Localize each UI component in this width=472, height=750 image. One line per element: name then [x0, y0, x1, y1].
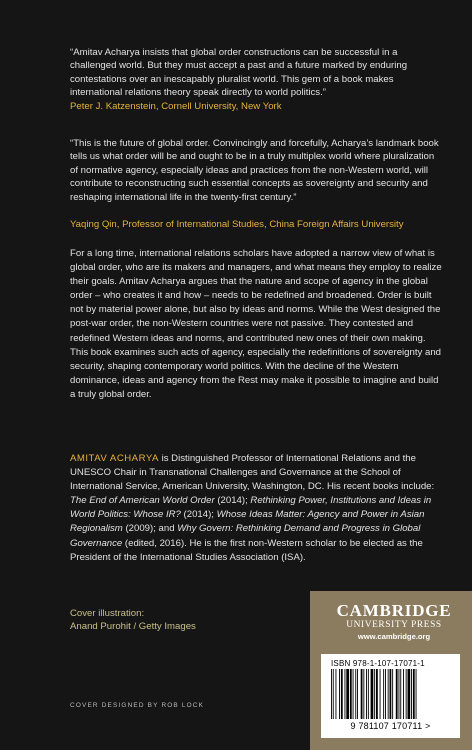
endorser-name: Yaqing Qin — [70, 219, 117, 230]
cover-illustration-credit — [70, 607, 196, 634]
barcode-bar — [361, 669, 363, 719]
book-description: For a long time, international relations scholars have adopted a narrow view of what is global order, who are its makers and managers, and what means they employ to realize their goals. Amitav Acharya argues that the nature and scope of agency in the global order – who creates it and how – needs to be redefined and broadened. Order is built not by material power alone, but also by ideas and norms. While the West designed the post-war order, the non-Western countries were not passive. They contested and redefined Western ideas and norms, and contributed new ones of their own making. This book examines such acts of agency, especially the redefinitions of sovereignty and security, shaping contemporary world politics. With the decline of the Western dominance, ideas and agency from the Rest may make it possible to imagine and build a truly global order. — [70, 248, 442, 400]
endorser-location: China Foreign Affairs University — [269, 219, 404, 230]
barcode-bar — [339, 669, 340, 719]
barcode-bar — [345, 669, 346, 719]
barcode-bar — [408, 669, 411, 719]
book-title: Whose Ideas Matter: Agency and Power in Asian Regionalism — [70, 509, 425, 535]
barcode-bar — [350, 669, 352, 719]
endorser-name: Peter J. Katzenstein — [70, 101, 156, 112]
isbn-label: ISBN 978-1-107-17071-1 — [331, 659, 425, 668]
barcode-bar — [355, 669, 356, 719]
endorsement-quote-2: “This is the future of global order. Convincingly and forcefully, Acharya’s landmark book tells us what order will be and ought to be in a truly multiplex world where pluralization of normative agency, especially ideas and practices from the non-Western world, will contribute to reconstructing such essential concepts as sovereignty and security and reshaping international life in the twenty-first century.” — [70, 138, 439, 203]
barcode-bar — [371, 669, 374, 719]
barcode-bar — [376, 669, 378, 719]
barcode-bar — [380, 669, 381, 719]
barcode-bar — [413, 669, 415, 719]
bio-text: (2009); and — [122, 523, 178, 535]
endorsement-attribution-1: Peter J. Katzenstein, Cornell University, New York — [70, 101, 282, 112]
endorser-affiliation: Professor of International Studies — [122, 219, 264, 230]
barcode-bar — [363, 669, 364, 719]
barcode-bar — [388, 669, 389, 719]
author-bio — [70, 452, 446, 565]
cover-illustration-label: Cover illustration: — [70, 608, 145, 619]
barcode-bar — [366, 669, 367, 719]
book-title: The End of American World Order — [70, 495, 215, 507]
barcode-bar — [331, 669, 332, 719]
bio-text: is Distinguished Professor of International Relations and the UNESCO Chair in Transnational Challenges and Governance at the School of International Service, American University, Washington, DC. His recent books include: — [70, 453, 435, 493]
barcode-bar — [353, 669, 354, 719]
barcode-bar — [336, 669, 337, 719]
barcode-bar — [396, 669, 398, 719]
barcode-bar — [399, 669, 400, 719]
publisher-panel — [310, 591, 472, 750]
endorser-affiliation: Cornell University — [161, 101, 236, 112]
endorser-location: New York — [241, 101, 282, 112]
barcode-bar — [390, 669, 392, 719]
cover-illustration-artist: Anand Purohit / Getty Images — [70, 621, 196, 633]
cover-designer-credit: COVER DESIGNED BY ROB LOCK — [70, 702, 205, 709]
barcode-bar — [392, 669, 393, 719]
barcode-bar — [385, 669, 386, 719]
barcode-bar — [374, 669, 375, 719]
barcode-bar — [346, 669, 349, 719]
barcode-bar — [383, 669, 384, 719]
bio-text: (2014); — [214, 495, 251, 507]
barcode-bar — [403, 669, 404, 719]
barcode-bar — [333, 669, 334, 719]
barcode-bar — [406, 669, 407, 719]
barcode-bar — [357, 669, 358, 719]
barcode-bar — [341, 669, 343, 719]
book-title: Rethinking Power, Institutions and Ideas in World Politics: Whose IR? — [70, 495, 432, 521]
barcode-bar — [416, 669, 417, 719]
author-name: AMITAV ACHARYA — [70, 453, 159, 464]
barcode-bar — [411, 669, 412, 719]
publisher-name-line2: UNIVERSITY PRESS — [346, 620, 442, 630]
barcode-bar — [400, 669, 401, 719]
barcode-bar — [368, 669, 369, 719]
barcode-box — [321, 654, 460, 738]
bio-text: (edited, 2016). He is the first non-Western scholar to be elected as the President of the International Studies Association (ISA). — [70, 537, 423, 563]
publisher-name-line1: CAMBRIDGE — [336, 601, 452, 620]
barcode-digits: 9 781107 170711 > — [350, 721, 431, 731]
endorsement-attribution-2: Yaqing Qin, Professor of International Studies, China Foreign Affairs University — [70, 219, 404, 230]
bio-text: (2014); — [180, 509, 217, 521]
endorsement-quote-1: “Amitav Acharya insists that global order constructions can be successful in a challenged world. But they must accept a past and a future marked by enduring contestations over an inescapably pluralist world. This gem of a book makes international relations theory speak directly to world politics.” — [70, 47, 408, 99]
publisher-logo — [324, 601, 464, 631]
barcode-icon — [327, 669, 453, 721]
book-title: Why Govern: Rethinking Demand and Progress in Global Governance — [70, 523, 421, 549]
publisher-url: www.cambridge.org — [357, 632, 431, 641]
